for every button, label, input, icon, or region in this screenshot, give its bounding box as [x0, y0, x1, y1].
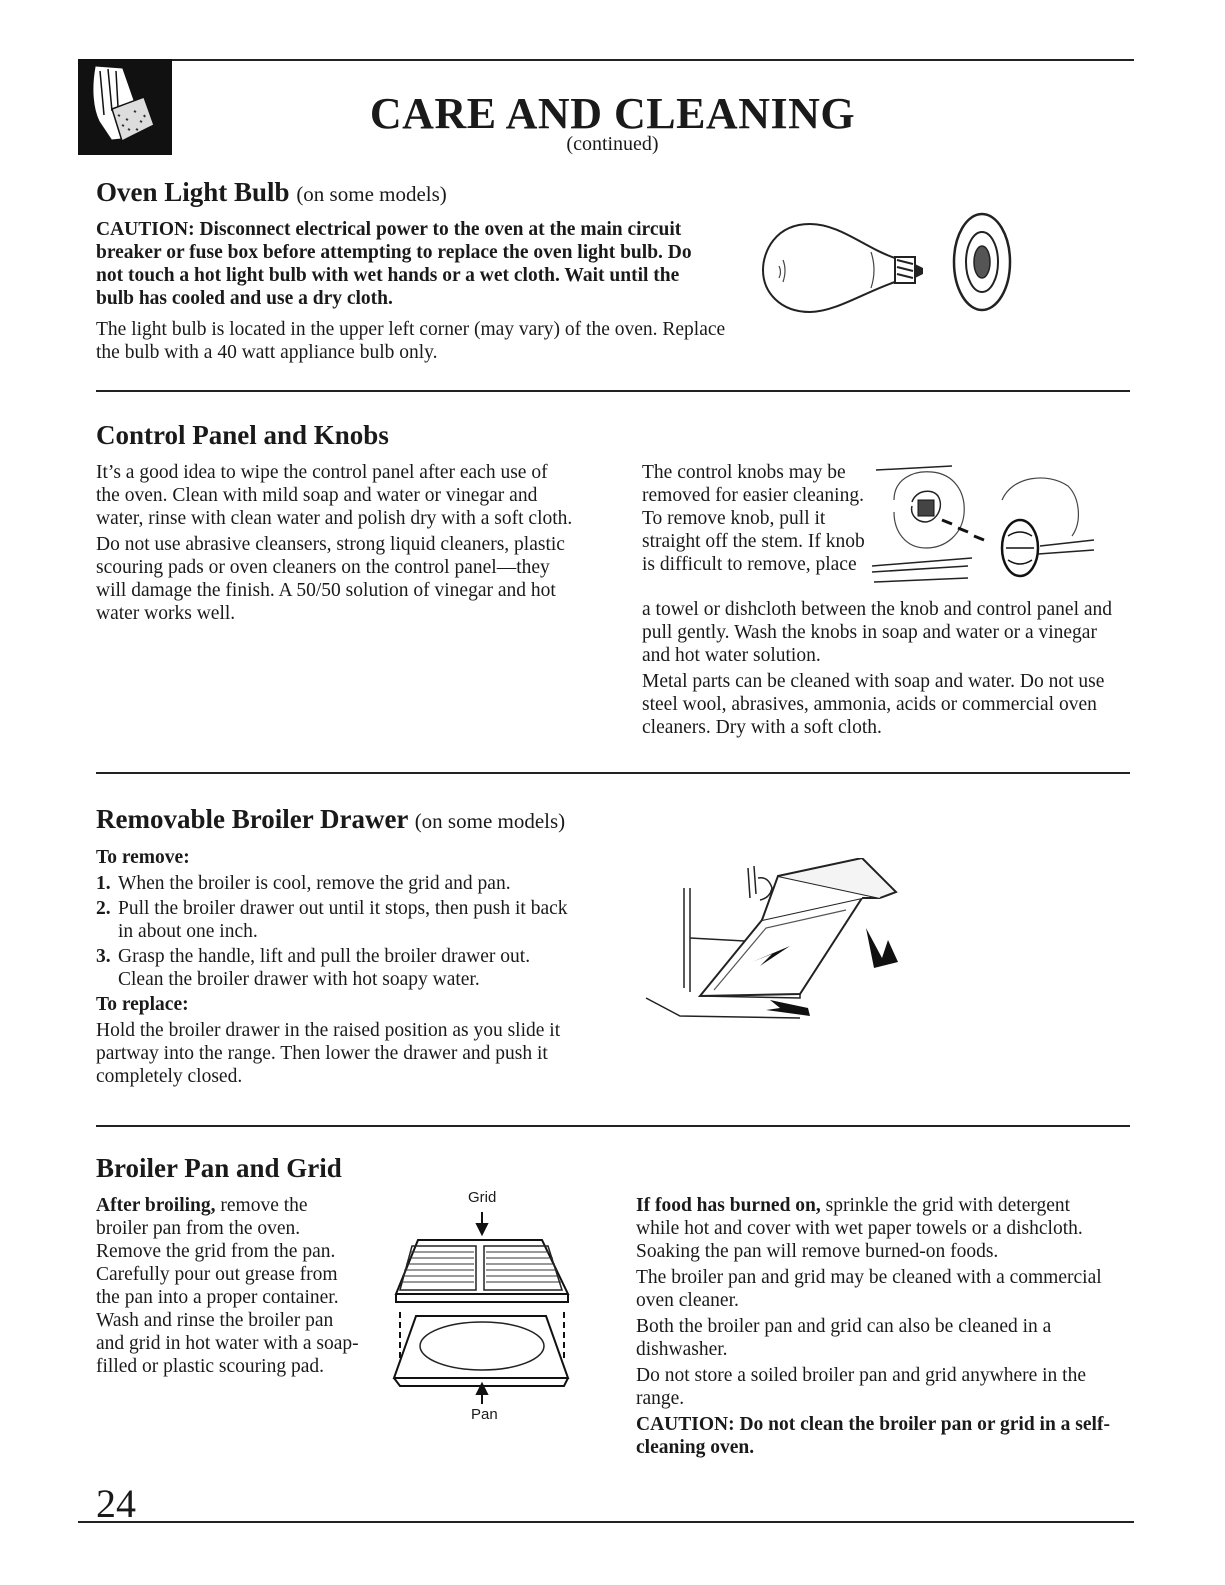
after-broiling-lead: After broiling,	[96, 1195, 216, 1216]
broiler-pan-right-text	[636, 1194, 1116, 1462]
step-number: 1.	[96, 873, 111, 894]
broiler-pan-illustration	[382, 1208, 578, 1408]
to-replace-label: To replace:	[96, 994, 189, 1015]
footer-rule	[78, 1521, 1134, 1523]
step-text: Pull the broiler drawer out until it stops, then push it back in about one inch.	[118, 898, 568, 942]
list-item	[96, 872, 576, 895]
pan-label: Pan	[471, 1406, 498, 1423]
broiler-drawer-heading	[96, 804, 565, 835]
oven-light-text: The light bulb is located in the upper left corner (may vary) of the oven. Replace the bulb with a 40 watt appliance bulb only.	[96, 319, 726, 363]
page-subtitle: (continued)	[566, 133, 659, 155]
oven-light-heading	[96, 177, 447, 208]
broiler-pan-left-text	[96, 1194, 364, 1378]
control-panel-left-text	[96, 461, 576, 628]
control-panel-right-p2: Metal parts can be cleaned with soap and water. Do not use steel wool, abrasives, ammonia, acids or commercial oven cleaners. Dry with a soft cloth.	[642, 671, 1105, 738]
control-panel-heading: Control Panel and Knobs	[96, 420, 389, 450]
oven-light-heading-note: (on some models)	[296, 182, 447, 206]
burned-on-paragraph	[636, 1194, 1116, 1263]
broiler-drawer-instructions	[96, 846, 576, 1091]
to-remove-label: To remove:	[96, 847, 190, 868]
section-divider	[96, 390, 1130, 392]
after-broiling-text: remove the broiler pan from the oven. Remove the grid from the pan. Carefully pour out grease from the pan into a proper container. Wash and rinse the broiler pan and grid in hot water with a soap-filled or plastic scouring pad.	[96, 1195, 359, 1377]
control-panel-left-p1: It’s a good idea to wipe the control panel after each use of the oven. Clean with mild soap and water or vinegar and water, rinse with clean water and polish dry with a soft cloth.	[96, 462, 573, 529]
broiler-drawer-heading-text: Removable Broiler Drawer	[96, 804, 408, 834]
page-title: CARE AND CLEANING	[369, 89, 856, 138]
control-panel-right-text	[642, 598, 1122, 742]
broiler-pan-heading: Broiler Pan and Grid	[96, 1153, 342, 1183]
oven-light-caution: CAUTION: Disconnect electrical power to the oven at the main circuit breaker or fuse box before attempting to replace the oven light bulb. Do not touch a hot light bulb with wet hands or a wet cloth. Wait until the bulb has cooled and use a dry cloth.	[96, 219, 692, 309]
light-bulb-illustration	[755, 212, 1025, 327]
knob-removal-illustration	[872, 462, 1112, 592]
list-item	[96, 897, 576, 943]
list-item	[96, 945, 576, 991]
burned-on-lead: If food has burned on,	[636, 1195, 821, 1216]
section-divider	[96, 1125, 1130, 1127]
removal-steps	[96, 872, 576, 991]
control-panel-left-p2: Do not use abrasive cleansers, strong liquid cleaners, plastic scouring pads or oven cleaners on the control panel—they will damage the finish. A 50/50 solution of vinegar and hot water works well.	[96, 534, 565, 624]
page-number: 24	[96, 1481, 136, 1526]
step-number: 3.	[96, 946, 111, 967]
control-panel-right-wrap: The control knobs may be removed for easier cleaning. To remove knob, pull it straight off the stem. If knob is difficult to remove, place	[642, 462, 865, 575]
burned-on-text: sprinkle the grid with detergent while hot and cover with wet paper towels or a dishcloth. Soaking the pan will remove burned-on foods.	[636, 1195, 1083, 1262]
grid-label: Grid	[468, 1189, 497, 1206]
step-text: Grasp the handle, lift and pull the broiler drawer out. Clean the broiler drawer with hot soapy water.	[118, 946, 531, 990]
oven-light-heading-text: Oven Light Bulb	[96, 177, 290, 207]
section-divider	[96, 772, 1130, 774]
control-panel-right-p1: a towel or dishcloth between the knob and control panel and pull gently. Wash the knobs in soap and water or a vinegar and hot water solution.	[642, 599, 1113, 666]
to-replace-text: Hold the broiler drawer in the raised position as you slide it partway into the range. Then lower the drawer and push it completely closed.	[96, 1020, 561, 1087]
step-text: When the broiler is cool, remove the grid and pan.	[118, 873, 511, 894]
oven-cleaner-paragraph: The broiler pan and grid may be cleaned with a commercial oven cleaner.	[636, 1267, 1102, 1311]
storage-paragraph: Do not store a soiled broiler pan and grid anywhere in the range.	[636, 1365, 1086, 1409]
broiler-drawer-illustration	[640, 858, 920, 1028]
header-rule	[78, 59, 1134, 61]
broiler-drawer-heading-note: (on some models)	[414, 809, 566, 833]
step-number: 2.	[96, 898, 111, 919]
self-clean-caution: CAUTION: Do not clean the broiler pan or grid in a self-cleaning oven.	[636, 1414, 1110, 1458]
dishwasher-paragraph: Both the broiler pan and grid can also be cleaned in a dishwasher.	[636, 1316, 1052, 1360]
